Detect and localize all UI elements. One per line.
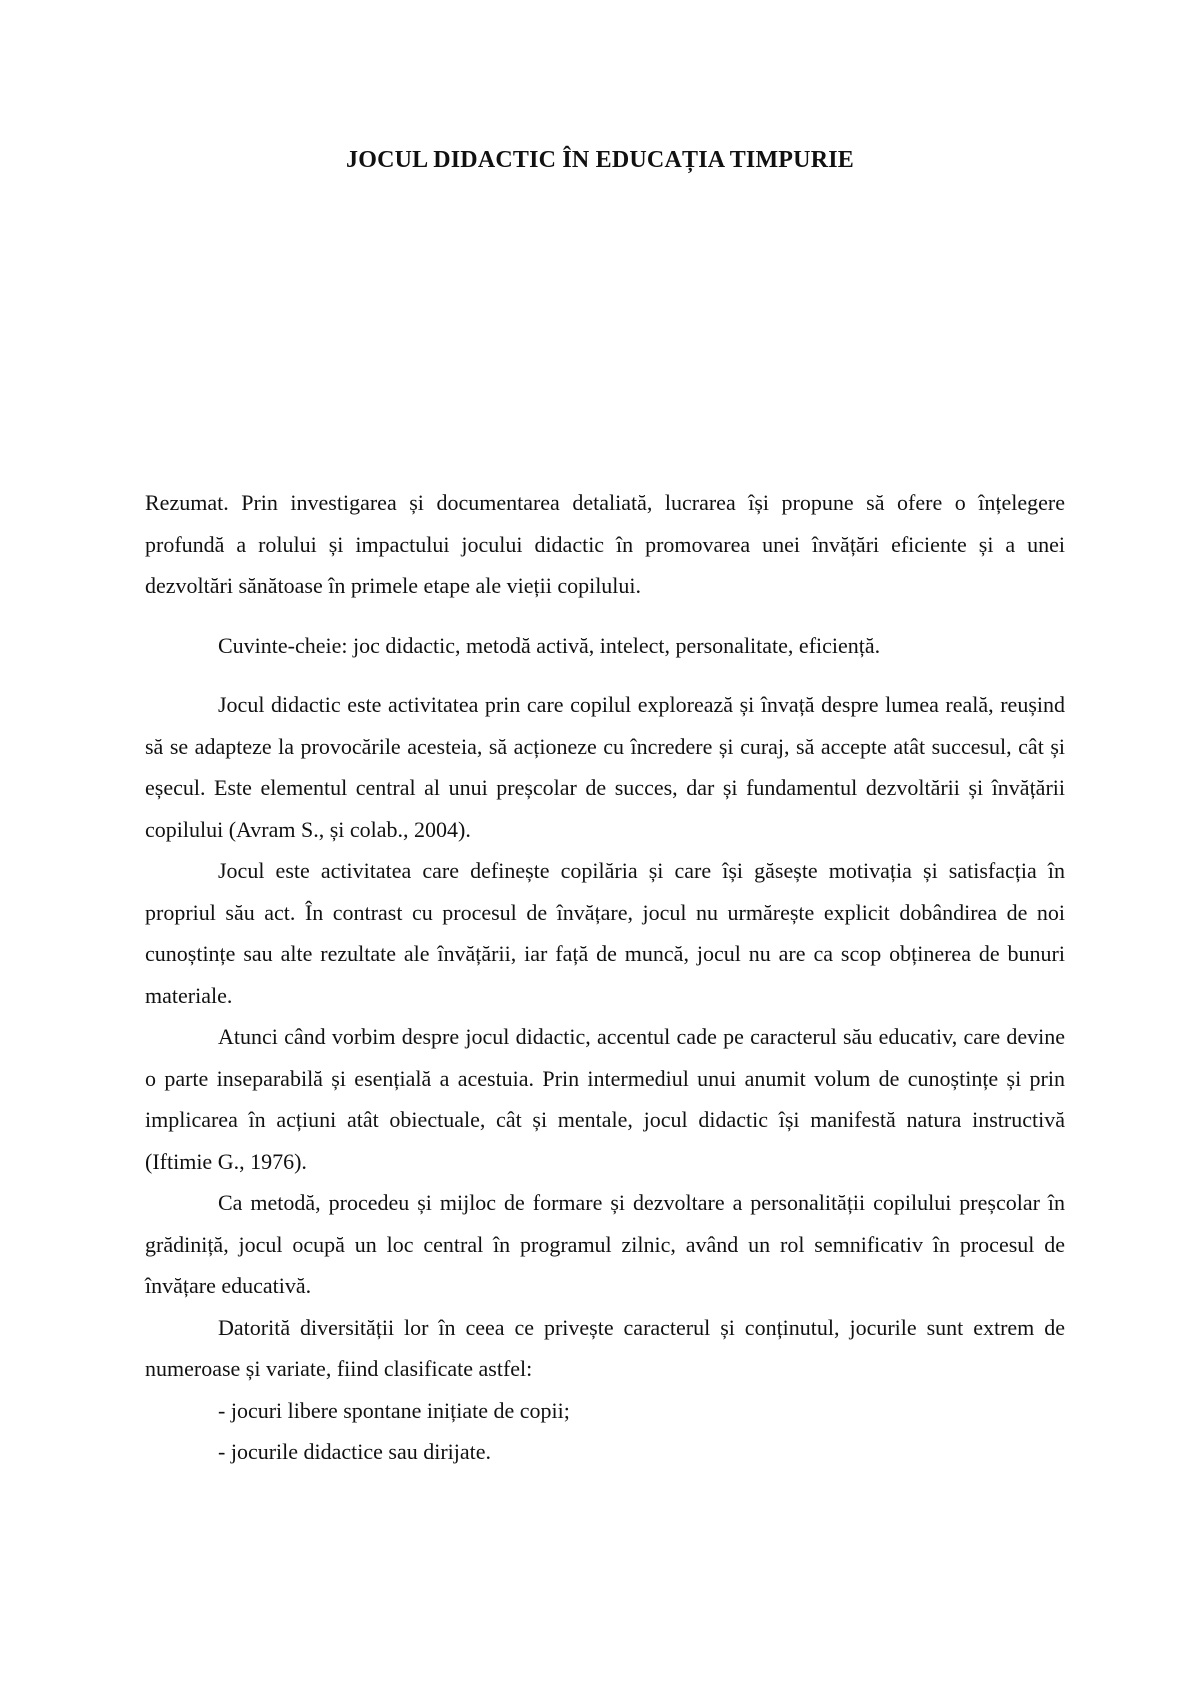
document-title: JOCUL DIDACTIC ÎN EDUCAȚIA TIMPURIE: [346, 147, 854, 173]
list-item: - jocurile didactice sau dirijate.: [218, 1439, 492, 1464]
document-body: [145, 482, 1065, 1473]
body-paragraph: Jocul didactic este activitatea prin care copilul explorează și învață despre lumea reală, reușind să se adapteze la provocările acesteia, să acționeze cu încredere și curaj, să accepte atât succesul, cât și eșecul. Este elementul central al unui preșcolar de succes, dar și fundamentul dezvoltării și învățării copilului (Avram S., și colab., 2004).: [145, 692, 1065, 842]
body-paragraph: Datorită diversității lor în ceea ce privește caracterul și conținutul, jocurile sunt extrem de numeroase și variate, fiind clasificate astfel:: [145, 1314, 1065, 1381]
body-paragraph: Jocul este activitatea care definește copilăria și care își găsește motivația și satisfacția în propriul său act. În contrast cu procesul de învățare, jocul nu urmărește explicit dobândirea de noi cunoștințe sau alte rezultate ale învățării, iar față de muncă, jocul nu are ca scop obținerea de bunuri materiale.: [145, 858, 1065, 1008]
body-paragraph: Atunci când vorbim despre jocul didactic, accentul cade pe caracterul său educativ, care devine o parte inseparabilă și esențială a acestuia. Prin intermediul unui anumit volum de cunoștințe și prin implicarea în acțiuni atât obiectuale, cât și mentale, jocul didactic își manifestă natura instructivă (Iftimie G., 1976).: [145, 1024, 1065, 1174]
abstract-paragraph: Rezumat. Prin investigarea și documentarea detaliată, lucrarea își propune să ofere o înțelegere profundă a rolului și impactului jocului didactic în promovarea unei învățări eficiente și a unei dezvoltări sănătoase în primele etape ale vieții copilului.: [145, 490, 1065, 598]
keywords-paragraph: Cuvinte-cheie: joc didactic, metodă activă, intelect, personalitate, eficiență.: [218, 632, 881, 658]
list-item: - jocuri libere spontane inițiate de copii;: [218, 1397, 570, 1423]
body-paragraph: Ca metodă, procedeu și mijloc de formare și dezvoltare a personalității copilului preșcolar în grădiniță, jocul ocupă un loc central în programul zilnic, având un rol semnificativ în procesul de învățare educativă.: [145, 1190, 1065, 1298]
